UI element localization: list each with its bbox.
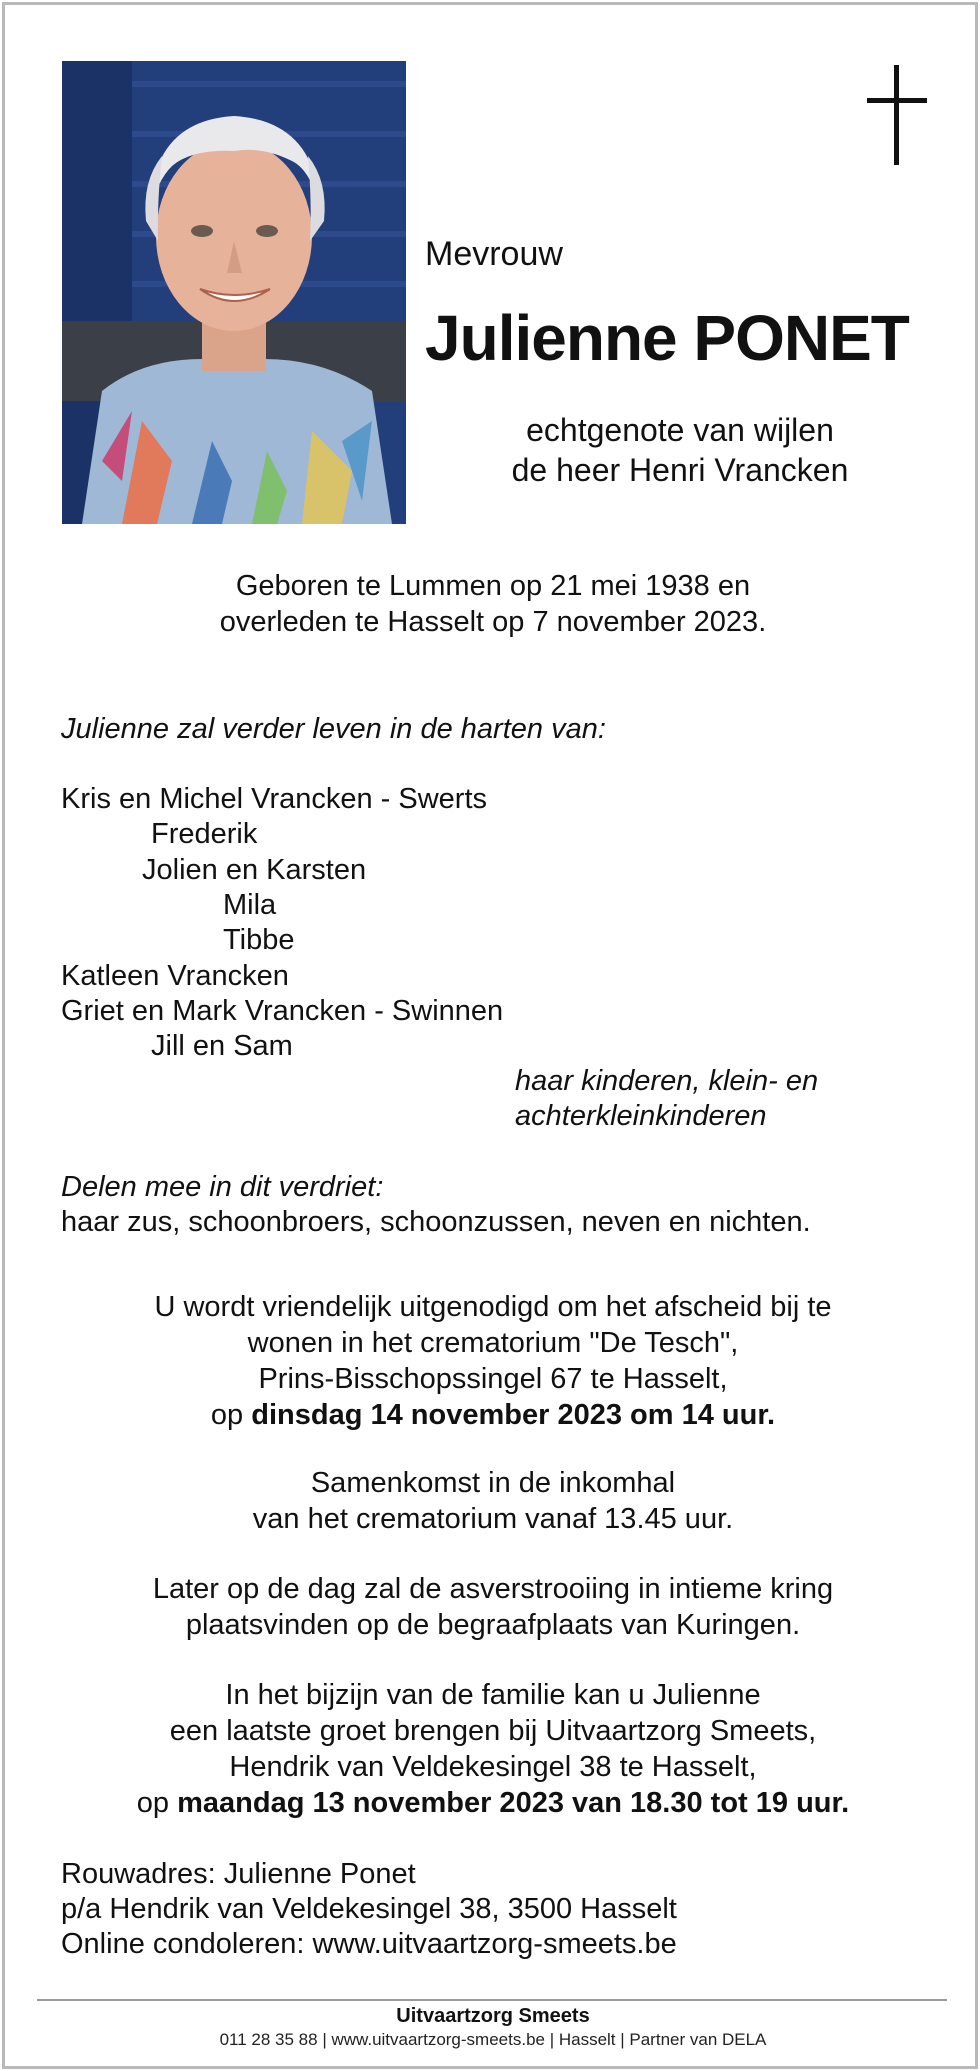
farewell-line-1: In het bijzijn van de familie kan u Julienne <box>225 1679 761 1711</box>
family-member: Jill en Sam <box>151 1030 293 1062</box>
ceremony-line-4 <box>5 1397 978 1433</box>
ceremony-line-3: Prins-Bisschopssingel 67 te Hasselt, <box>258 1363 728 1395</box>
address-line-1: Rouwadres: Julienne Ponet <box>61 1858 416 1890</box>
spouse-line-2: de heer Henri Vrancken <box>511 452 849 488</box>
family-member: Jolien en Karsten <box>142 854 367 886</box>
obituary-card <box>2 2 978 2069</box>
scattering-line-1: Later op de dag zal de asverstrooiing in intieme kring <box>152 1573 834 1605</box>
birth-death-info <box>5 568 978 640</box>
ceremony-datetime: dinsdag 14 november 2023 om 14 uur. <box>251 1399 776 1431</box>
ceremony-prefix: op <box>210 1399 244 1431</box>
condolence-link[interactable]: Online condoleren: www.uitvaartzorg-smeets.be <box>61 1928 677 1960</box>
family-member: Griet en Mark Vrancken - Swinnen <box>61 995 504 1027</box>
gathering-line-1: Samenkomst in de inkomhal <box>310 1467 676 1499</box>
ceremony-line-2: wonen in het crematorium "De Tesch", <box>247 1327 739 1359</box>
ceremony-info <box>5 1289 978 1433</box>
footer-divider <box>37 1999 947 2001</box>
family-member: Tibbe <box>223 924 295 956</box>
relation-line-1: haar kinderen, klein- en <box>515 1065 819 1097</box>
ceremony-line-1: U wordt vriendelijk uitgenodigd om het afscheid bij te <box>154 1291 832 1323</box>
honorific: Mevrouw <box>425 235 563 273</box>
scattering-info <box>5 1571 978 1643</box>
farewell-line-4 <box>5 1785 978 1821</box>
portrait-photo <box>62 61 406 524</box>
footer-contact: 011 28 35 88 | www.uitvaartzorg-smeets.be | Hasselt | Partner van DELA <box>219 2030 767 2049</box>
farewell-info <box>5 1677 978 1821</box>
relation-line-2: achterkleinkinderen <box>515 1100 767 1132</box>
spouse-info <box>425 410 935 490</box>
deceased-name: Julienne PONET <box>425 302 909 374</box>
farewell-prefix: op <box>136 1787 170 1819</box>
farewell-line-3: Hendrik van Veldekesingel 38 te Hasselt, <box>229 1751 757 1783</box>
farewell-datetime: maandag 13 november 2023 van 18.30 tot 19 uur. <box>177 1787 850 1819</box>
portrait-illustration <box>62 61 406 524</box>
share-intro: Delen mee in dit verdriet: <box>61 1171 384 1203</box>
spouse-line-1: echtgenote van wijlen <box>526 412 834 448</box>
death-line: overleden te Hasselt op 7 november 2023. <box>219 606 767 638</box>
address-line-2: p/a Hendrik van Veldekesingel 38, 3500 Hasselt <box>61 1893 677 1925</box>
gathering-info <box>5 1465 978 1537</box>
birth-line: Geboren te Lummen op 21 mei 1938 en <box>235 570 751 602</box>
farewell-line-2: een laatste groet brengen bij Uitvaartzorg Smeets, <box>169 1715 817 1747</box>
family-member: Frederik <box>151 818 258 850</box>
scattering-line-2: plaatsvinden op de begraafplaats van Kuringen. <box>185 1609 801 1641</box>
family-member: Kris en Michel Vrancken - Swerts <box>61 783 488 815</box>
footer-title: Uitvaartzorg Smeets <box>396 2005 590 2027</box>
family-intro: Julienne zal verder leven in de harten van: <box>61 713 606 745</box>
cross-icon <box>867 65 927 165</box>
family-member: Katleen Vrancken <box>61 960 289 992</box>
family-member: Mila <box>223 889 277 921</box>
gathering-line-2: van het crematorium vanaf 13.45 uur. <box>252 1503 734 1535</box>
share-text: haar zus, schoonbroers, schoonzussen, neven en nichten. <box>61 1206 811 1238</box>
